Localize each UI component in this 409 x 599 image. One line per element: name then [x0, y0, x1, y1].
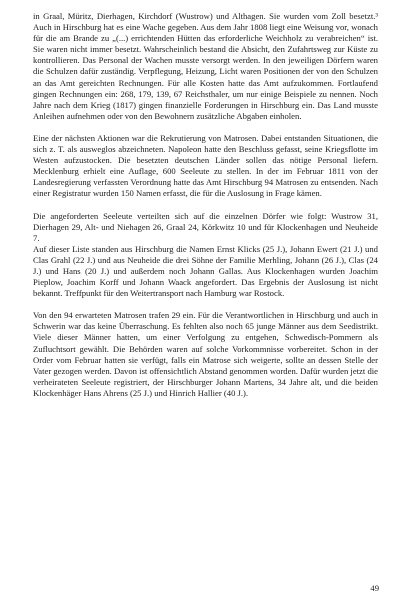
paragraph-recruitment: Eine der nächsten Aktionen war die Rekrutierung von Matrosen. Dabei entstanden Situationen, die sich z. T. als ausweglos abzeichneten. Napoleon hatte den Beschluss gefasst, seine Kriegsflotte im Westen aufzustocken. Die besetzten deutschen Länder sollen das nötige Personal liefern. Mecklenburg erhielt eine Auflage, 600 Seeleute zu stellen. In der im Februar 1811 von der Landesregierung verfassten Verordnung hatte das Amt Hirschburg 94 Matrosen zu entsenden. Nach einer Registratur wurden 150 Namen erfasst, die für die Auslosung in Frage kämen. [33, 132, 378, 199]
paragraph-arrivals: Von den 94 erwarteten Matrosen trafen 29 ein. Für die Verantwortlichen in Hirschburg und auch in Schwerin war das keine Überraschung. Es fehlten also noch 65 junge Männer aus dem Seedistrikt. Viele dieser Männer hatten, um einer Verfolgung zu entgehen, Schwedisch-Pommern als Zufluchtsort gewählt. Die Behörden waren auf solche Vorkommnisse vorbereitet. Schon in der Order vom Februar hatten sie verfügt, falls ein Matrose sich weigerte, sollte an dessen Stelle der Vater gezogen werden. Davon ist offensichtlich Abstand genommen worden. Dafür wurden jetzt die verheirateten Seeleute registriert, der Hirschburger Johann Martens, 34 Jahre alt, und die beiden Klockenhäger Hans Ahrens (25 J.) und Hinrich Hallier (40 J.). [33, 310, 378, 398]
body-text [33, 11, 378, 410]
page-number: 49 [370, 583, 379, 593]
paragraph-village-quotas: Die angeforderten Seeleute verteilten sich auf die einzelnen Dörfer wie folgt: Wustrow 31, Dierhagen 29, Alt- und Niehagen 26, Graal 24, Körkwitz 10 und für Klockenhagen und Neuheide 7. [33, 210, 378, 243]
paragraph-guards: in Graal, Müritz, Dierhagen, Kirchdorf (Wustrow) und Althagen. Sie wurden vom Zoll besetzt.³ Auch in Hirschburg hat es eine Wache gegeben. Aus dem Jahr 1808 liegt eine Weisung vor, wonach für die am Brande zu „(...) errichtenden Hütten das erforderliche Weichholz zu verabreichen“ ist. Sie waren nicht immer besetzt. Wahrscheinlich bestand die Absicht, den Zufahrtsweg zur Küste zu kontrollieren. Das Personal der Wachen musste versorgt werden. In den jeweiligen Dörfern waren die Schulzen dafür zuständig. Verpflegung, Heizung, Licht waren Positionen der von den Schulzen an das Amt gereichten Rechnungen. Für alle Kosten hatte das Amt aufzukommen. Fortlaufend gingen Rechnungen ein: 268, 179, 139, 67 Reichsthaler, um nur einige Beispiele zu nennen. Noch Jahre nach dem Krieg (1817) gingen finanzielle Forderungen in Hirschburg ein. Das Land musste Anleihen aufnehmen oder von den Bewohnern zusätzliche Abgaben einholen. [33, 11, 378, 121]
paragraph-name-list: Auf dieser Liste standen aus Hirschburg die Namen Ernst Klicks (25 J.), Johann Ewert (21 J.) und Clas Grahl (22 J.) und aus Neuheide die drei Söhne der Familie Merhling, Johann (26 J.), Clas (24 J.) und Hans (20 J.) und außerdem noch Johann Gallas. Aus Klockenhagen wurden Joachim Pieplow, Joachim Korff und Johann Waack angefordert. Das Ergebnis der Auslosung ist nicht bekannt. Treffpunkt für den Weitertransport nach Hamburg war Rostock. [33, 243, 378, 299]
